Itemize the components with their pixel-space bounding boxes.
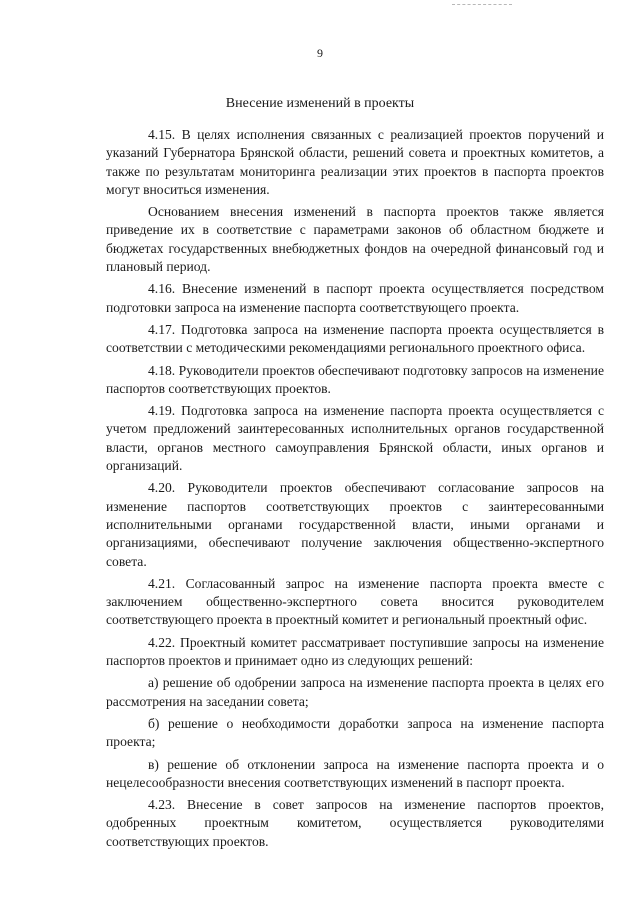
paragraph-4-21: 4.21. Согласованный запрос на изменение паспорта проекта вместе с заключением общественно-экспертного совета вносится руководителем соответствующего проекта в проектный комитет и региональный проектный офис. [106, 575, 604, 628]
paragraph-4-22: 4.22. Проектный комитет рассматривает поступившие запросы на изменение паспортов проектов и принимает одно из следующих решений: [106, 634, 604, 669]
paragraph-4-22-a: а) решение об одобрении запроса на изменение паспорта проекта в целях его рассмотрения на заседании совета; [106, 675, 604, 709]
page-number: 9 [317, 46, 323, 60]
document-body [106, 126, 604, 855]
section-title: Внесение изменений в проекты [225, 96, 415, 111]
paragraph-4-18: 4.18. Руководители проектов обеспечивают подготовку запросов на изменение паспортов соответствующих проектов. [106, 362, 604, 396]
paragraph-4-17: 4.17. Подготовка запроса на изменение паспорта проекта осуществляется в соответствии с методическими рекомендациями регионального проектного офиса. [106, 321, 604, 356]
paragraph-4-19: 4.19. Подготовка запроса на изменение паспорта проекта осуществляется с учетом предложений заинтересованных исполнительных органов государственной власти, органов местного самоуправления Брянской области, иных органов и организаций. [106, 403, 604, 474]
paragraph-4-15: 4.15. В целях исполнения связанных с реализацией проектов поручений и указаний Губернатора Брянской области, решений совета и проектных комитетов, а также по результатам мониторинга реализации этих проектов в паспорта проектов могут вноситься изменения. [106, 127, 604, 197]
paragraph-4-22-c: в) решение об отклонении запроса на изменение паспорта проекта и о нецелесообразности внесения соответствующих изменений в паспорт проекта. [106, 756, 604, 790]
paragraph-4-20: 4.20. Руководители проектов обеспечивают согласование запросов на изменение паспортов соответствующих проектов с заинтересованными исполнительными органами государственной власти, иными органами и организациями, обеспечивают получение заключения общественно-экспертного совета. [106, 480, 604, 569]
paragraph-basis: Основанием внесения изменений в паспорта проектов также является приведение их в соответствие с параметрами законов об областном бюджете и бюджетах государственных внебюджетных фондов на очередной финансовый год и плановый период. [106, 204, 604, 275]
paragraph-4-22-b: б) решение о необходимости доработки запроса на изменение паспорта проекта; [106, 715, 604, 750]
scan-edge-line [452, 4, 512, 6]
paragraph-4-16: 4.16. Внесение изменений в паспорт проекта осуществляется посредством подготовки запроса на изменение паспорта соответствующего проекта. [106, 281, 604, 315]
paragraph-4-23: 4.23. Внесение в совет запросов на изменение паспортов проектов, одобренных проектным комитетом, осуществляется руководителями соответствующих проектов. [106, 797, 604, 849]
